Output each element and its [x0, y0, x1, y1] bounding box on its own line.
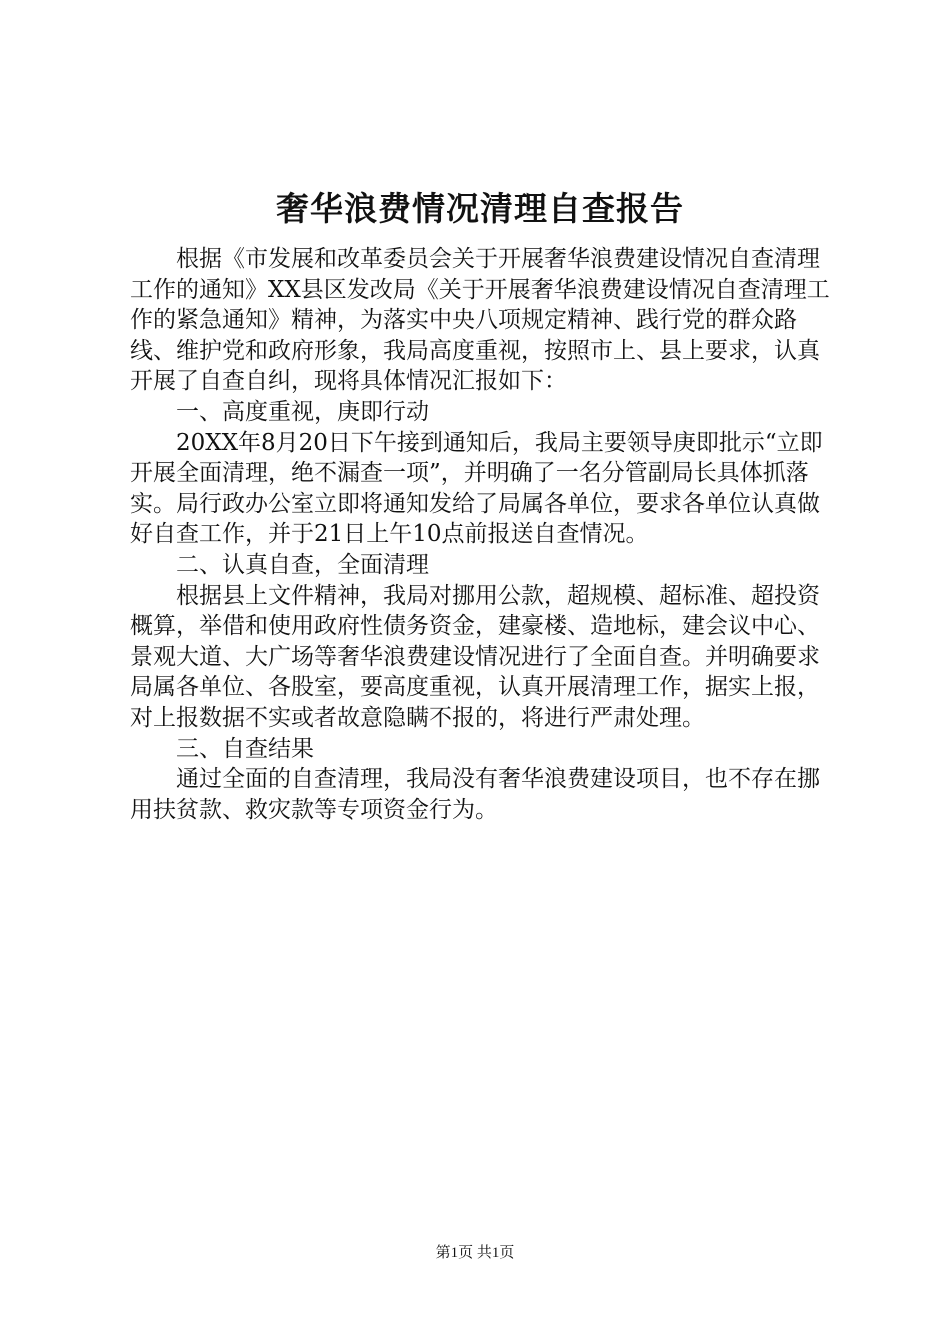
section-heading-1: 一、高度重视，庚即行动 — [176, 398, 429, 425]
section-heading-3: 三、自查结果 — [176, 735, 314, 762]
section-paragraph-3: 通过全面的自查清理，我局没有奢华浪费建设项目，也不存在挪用扶贫款、救灾款等专项资金行为。 — [130, 766, 820, 823]
section-heading-2: 二、认真自查，全面清理 — [176, 551, 429, 578]
page-footer: 第1页 共1页 — [435, 1245, 515, 1261]
intro-paragraph: 根据《市发展和改革委员会关于开展奢华浪费建设情况自查清理工作的通知》XX县区发改局《关于开展奢华浪费建设情况自查清理工作的紧急通知》精神，为落实中央八项规定精神、践行党的群众路线、维护党和政府形象，我局高度重视，按照市上、县上要求，认真开展了自查自纠，现将具体情况汇报如下： — [130, 246, 830, 395]
document-title: 奢华浪费情况清理自查报告 — [276, 189, 684, 228]
section-paragraph-2: 根据县上文件精神，我局对挪用公款，超规模、超标准、超投资概算，举借和使用政府性债务资金，建豪楼、造地标，建会议中心、景观大道、大广场等奢华浪费建设情况进行了全面自查。并明确要求局属各单位、各股室，要高度重视，认真开展清理工作，据实上报，对上报数据不实或者故意隐瞒不报的，将进行严肃处理。 — [130, 582, 820, 731]
section-paragraph-1: 20XX年8月20日下午接到通知后，我局主要领导庚即批示“立即开展全面清理，绝不漏查一项”，并明确了一名分管副局长具体抓落实。局行政办公室立即将通知发给了局属各单位，要求各单位认真做好自查工作，并于21日上午10点前报送自查情况。 — [130, 429, 823, 548]
document-content — [130, 184, 830, 825]
